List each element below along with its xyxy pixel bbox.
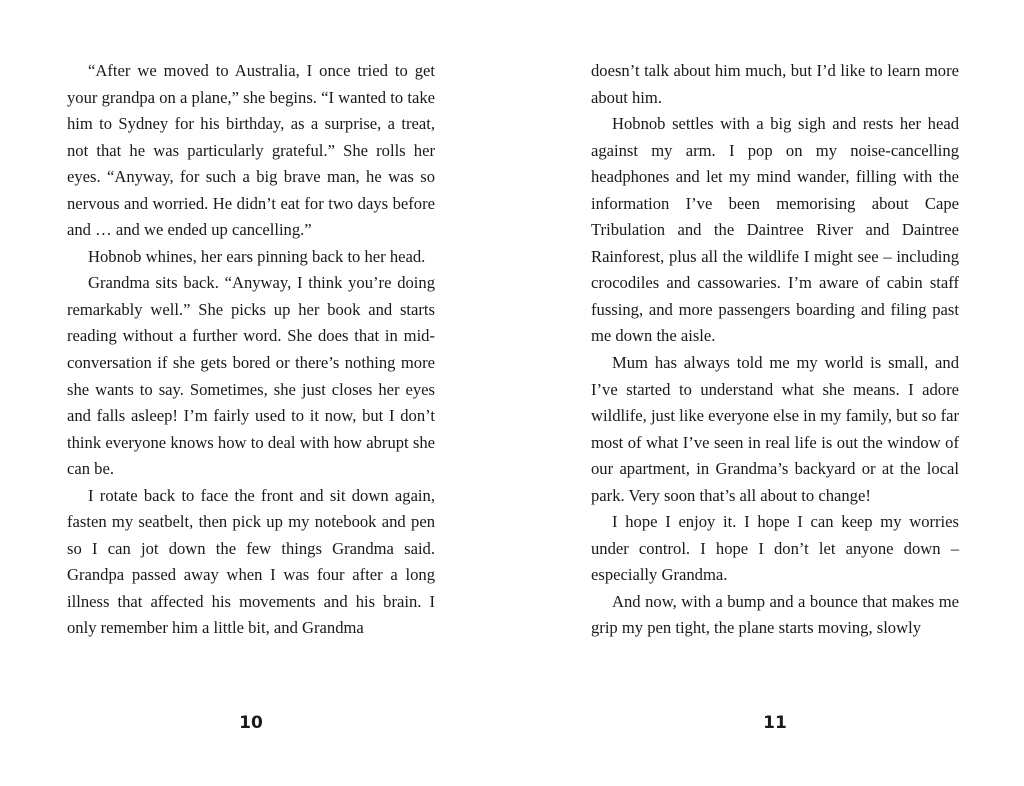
page-number-left: 10	[239, 713, 263, 733]
continued-paragraph: doesn’t talk about him much, but I’d like to learn more about him.	[591, 61, 959, 107]
paragraph: Grandma sits back. “Anyway, I think you’re doing remarkably well.” She picks up her book and starts reading without a further word. She does that in mid-conversation if she gets bored or there’s nothing more she wants to say. Sometimes, she just closes her eyes and falls asleep! I’m fairly used to it now, but I don’t think everyone knows how to deal with how abrupt she can be.	[67, 273, 435, 479]
paragraph: Hobnob whines, her ears pinning back to her head.	[88, 246, 426, 266]
right-page	[591, 58, 959, 642]
paragraph: I rotate back to face the front and sit down again, fasten my seatbelt, then pick up my notebook and pen so I can jot down the few things Grandma said. Grandpa passed away when I was four after a long illness that affected his movements and his brain. I only remember him a little bit, and Grandma	[67, 485, 435, 638]
paragraph: I hope I enjoy it. I hope I can keep my worries under control. I hope I don’t let anyone down – especially Grandma.	[591, 512, 959, 585]
paragraph: And now, with a bump and a bounce that makes me grip my pen tight, the plane starts moving, slowly	[591, 591, 959, 638]
page-number-right: 11	[763, 713, 787, 733]
paragraph: Hobnob settles with a big sigh and rests her head against my arm. I pop on my noise-cancelling headphones and let my mind wander, filling with the information I’ve been memorising about Cape Tribulation and the Daintree River and Daintree Rainforest, plus all the wildlife I might see – including crocodiles and cassowaries. I’m aware of cabin staff fussing, and more passengers boarding and filing past me down the aisle.	[591, 114, 959, 346]
paragraph: Mum has always told me my world is small, and I’ve started to understand what she means. I adore wildlife, just like everyone else in my family, but so far most of what I’ve seen in real life is out the window of our apartment, in Grandma’s backyard or at the local park. Very soon that’s all about to change!	[591, 353, 959, 505]
paragraph: “After we moved to Australia, I once tried to get your grandpa on a plane,” she begins. “I wanted to take him to Sydney for his birthday, as a surprise, a treat, not that he was particularly grateful.” She rolls her eyes. “Anyway, for such a big brave man, he was so nervous and worried. He didn’t eat for two days before and … and we ended up cancelling.”	[67, 61, 435, 240]
left-page	[67, 58, 435, 642]
